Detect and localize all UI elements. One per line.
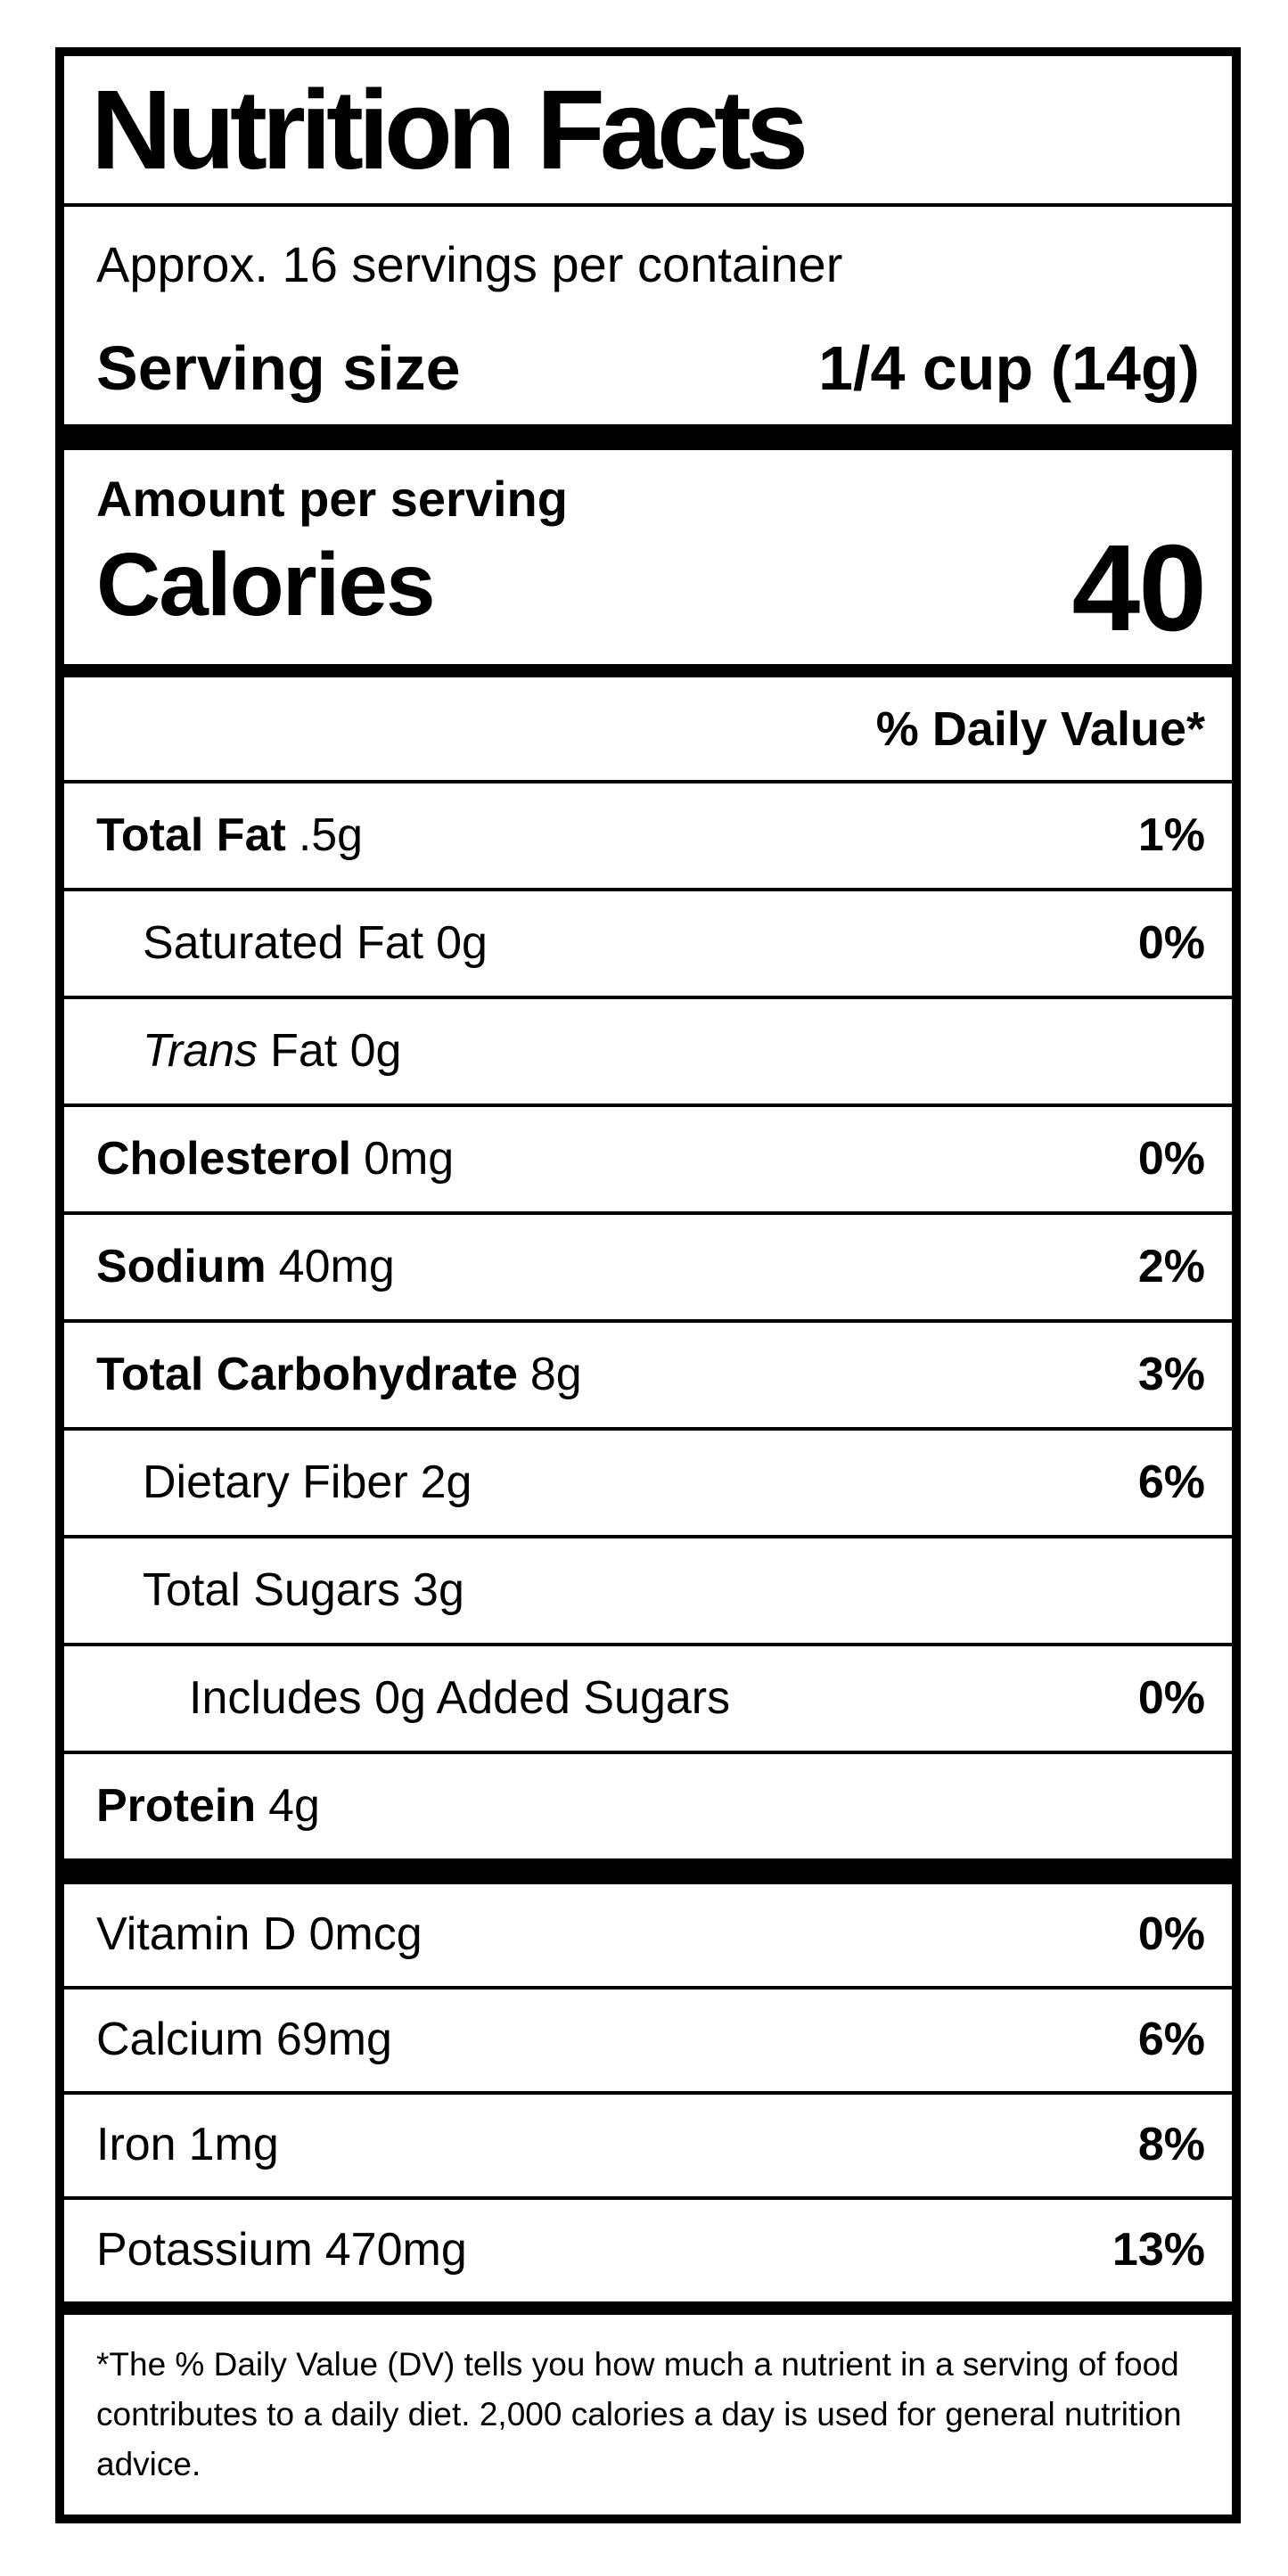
nutrient-amount: 4g xyxy=(268,1779,320,1832)
nutrient-name: Total Carbohydrate xyxy=(96,1348,518,1400)
nutrient-dv: 6% xyxy=(1137,2014,1205,2066)
nutrient-row-iron xyxy=(64,2095,1232,2196)
medium-bar-before-footnote xyxy=(64,2301,1232,2315)
nutrient-row-trans-fat xyxy=(64,999,1232,1103)
nutrient-dv: 13% xyxy=(1112,2224,1205,2277)
calories-label: Calories xyxy=(96,534,434,635)
nutrient-row-total-sugars xyxy=(64,1538,1232,1643)
nutrient-name: Cholesterol xyxy=(96,1132,352,1185)
nutrient-dv: 2% xyxy=(1137,1240,1205,1292)
nutrient-dv: 0% xyxy=(1137,1908,1205,1961)
nutrient-amount: 40mg xyxy=(278,1240,395,1292)
nutrient-amount: 3g xyxy=(413,1563,464,1616)
nutrient-name: Total Fat xyxy=(96,808,286,861)
serving-block xyxy=(64,207,1232,424)
nutrient-name: Includes 0g Added Sugars xyxy=(189,1671,731,1724)
title-block xyxy=(64,56,1232,203)
nutrient-name: Dietary Fiber xyxy=(143,1456,408,1508)
label-title: Nutrition Facts xyxy=(91,66,804,193)
nutrient-amount: 1mg xyxy=(188,2119,279,2171)
calories-block xyxy=(64,450,1232,664)
thick-bar-after-serving xyxy=(64,424,1232,450)
servings-per-container: Approx. 16 servings per container xyxy=(96,236,843,292)
nutrient-amount: 0g xyxy=(436,916,488,969)
serving-size-label: Serving size xyxy=(96,332,461,403)
calories-value: 40 xyxy=(1071,520,1205,657)
footnote-block xyxy=(64,2315,1232,2514)
nutrient-name: Trans xyxy=(143,1024,258,1077)
nutrient-name: Potassium xyxy=(96,2224,313,2277)
nutrient-row-potassium xyxy=(64,2200,1232,2301)
nutrient-dv: 3% xyxy=(1137,1348,1205,1400)
nutrient-name: Sodium xyxy=(96,1240,267,1292)
nutrient-row-sodium xyxy=(64,1215,1232,1319)
nutrient-dv: 1% xyxy=(1137,808,1205,861)
nutrient-name: Total Sugars xyxy=(143,1563,401,1616)
daily-value-header: % Daily Value* xyxy=(875,701,1205,756)
nutrient-dv: 0% xyxy=(1137,1671,1205,1724)
nutrient-row-dietary-fiber xyxy=(64,1431,1232,1535)
nutrient-dv: 6% xyxy=(1137,1456,1205,1508)
nutrient-amount: 0mg xyxy=(364,1132,455,1185)
nutrient-amount: .5g xyxy=(298,808,364,861)
nutrient-row-cholesterol xyxy=(64,1107,1232,1211)
nutrient-row-vitamin-d xyxy=(64,1884,1232,1986)
nutrient-amount: Fat 0g xyxy=(270,1024,402,1077)
nutrient-amount: 470mg xyxy=(324,2224,467,2277)
nutrient-dv: 8% xyxy=(1137,2119,1205,2171)
amount-per-serving-label: Amount per serving xyxy=(96,471,568,527)
nutrient-dv: 0% xyxy=(1137,1132,1205,1185)
nutrient-row-added-sugars xyxy=(64,1646,1232,1751)
daily-value-header-row xyxy=(64,677,1232,780)
nutrient-row-total-fat xyxy=(64,783,1232,888)
nutrient-row-saturated-fat xyxy=(64,891,1232,996)
nutrient-row-total-carbohydrate xyxy=(64,1323,1232,1427)
medium-bar-after-calories xyxy=(64,664,1232,677)
nutrient-row-calcium xyxy=(64,1989,1232,2091)
serving-size-value: 1/4 cup (14g) xyxy=(818,332,1200,403)
nutrient-row-protein xyxy=(64,1754,1232,1858)
nutrient-name: Vitamin D xyxy=(96,1908,297,1961)
nutrient-amount: 69mg xyxy=(275,2014,392,2066)
nutrient-amount: 2g xyxy=(420,1456,472,1508)
nutrient-name: Iron xyxy=(96,2119,176,2171)
thick-bar-after-protein xyxy=(64,1858,1232,1884)
nutrient-amount: 0mcg xyxy=(308,1908,422,1961)
nutrient-name: Calcium xyxy=(96,2014,264,2066)
nutrient-amount: 8g xyxy=(529,1348,582,1400)
nutrition-facts-label xyxy=(55,47,1241,2523)
nutrient-name: Protein xyxy=(96,1779,257,1832)
nutrient-name: Saturated Fat xyxy=(143,916,424,969)
serving-size-row xyxy=(96,332,1200,403)
footnote-text: *The % Daily Value (DV) tells you how much a nutrient in a serving of food contributes to a daily diet. 2,000 calories a day is used for general nutrition advice. xyxy=(96,2346,1182,2482)
nutrient-dv: 0% xyxy=(1137,916,1205,969)
